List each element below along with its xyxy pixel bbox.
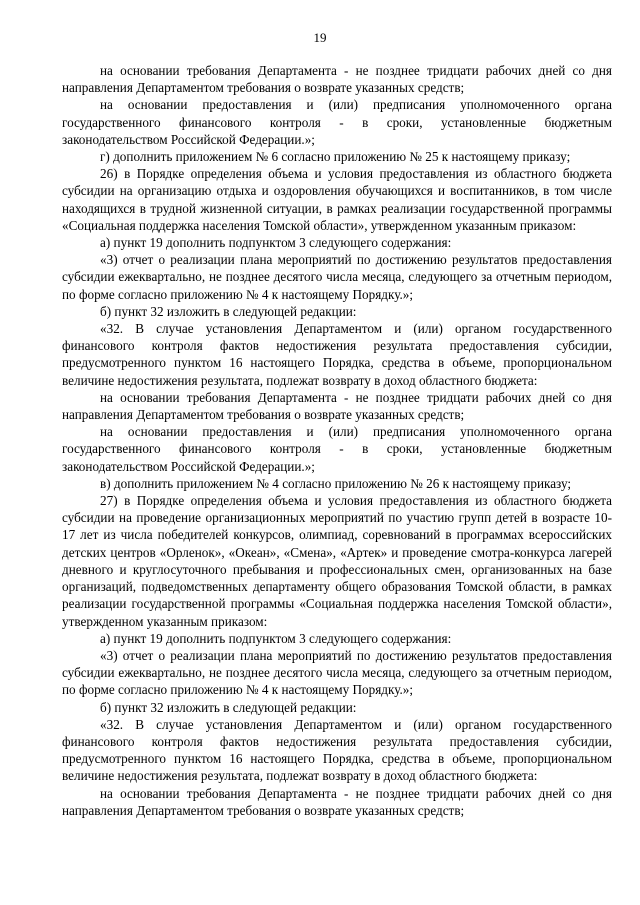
page-number: 19 [313,30,327,45]
paragraph-12: 27) в Порядке определения объема и условия предоставления из областного бюджета субсидии на проведение организационных мероприятий по участию групп детей в возрасте 10-17 лет из числа победителей конкурсов, олимпиад, соревнований в программах всероссийских детских центров «Орленок», «Океан», «Смена», «Артек» и проведение смотра-конкурса лагерей дневного и круглосуточного пребывания и профессиональных смен, организованных на базе организаций, подведомственных департаменту общего образования Томской области, в рамках реализации государственной программы «Социальная поддержка населения Томской области», утвержденном указанным приказом: [62,493,612,629]
paragraph-16: «32. В случае установления Департаментом и (или) органом государственного финансового контроля фактов недостижения результата предоставления субсидии, предусмотренного пунктом 16 настоящего Порядка, средства в объеме, пропорциональном величине недостижения результата, подлежат возврату в доход областного бюджета: [62,716,612,784]
paragraph-9: на основании требования Департамента - не позднее тридцати рабочих дней со дня направления Департаментом требования о возврате указанных средств; [62,389,612,423]
paragraph-13: а) пункт 19 дополнить подпунктом 3 следующего содержания: [100,630,452,646]
paragraph-17: на основании требования Департамента - не позднее тридцати рабочих дней со дня направления Департаментом требования о возврате указанных средств; [62,785,612,818]
paragraph-6: «3) отчет о реализации плана мероприятий по достижению результатов предоставления субсидии ежеквартально, не позднее десятого числа месяца, следующего за отчетным периодом, по форме согласно приложению № 4 к настоящему Порядку.»; [62,252,612,302]
paragraph-14: «3) отчет о реализации плана мероприятий по достижению результатов предоставления субсидии ежеквартально, не позднее десятого числа месяца, следующего за отчетным периодом, по форме согласно приложению № 4 к настоящему Порядку.»; [62,647,612,698]
paragraph-1: на основании требования Департамента - не позднее тридцати рабочих дней со дня направления Департаментом требования о возврате указанных средств; [62,63,612,96]
paragraph-8: «32. В случае установления Департаментом и (или) органом государственного финансового контроля фактов недостижения результата предоставления субсидии, предусмотренного пунктом 16 настоящего Порядка, средства в объеме, пропорциональном величине недостижения результата, подлежат возврату в доход областного бюджета: [62,321,612,388]
paragraph-11: в) дополнить приложением № 4 согласно приложению № 26 к настоящему приказу; [100,475,572,491]
paragraph-4: 26) в Порядке определения объема и условия предоставления из областного бюджета субсидии на организацию отдыха и оздоровления обучающихся и воспитанников, в том числе находящихся в трудной жизненной ситуации, в рамках реализации государственной программы «Социальная поддержка населения Томской области», утвержденном указанным приказом: [62,166,612,233]
paragraph-3: г) дополнить приложением № 6 согласно приложению № 25 к настоящему приказу; [100,149,571,165]
paragraph-15: б) пункт 32 изложить в следующей редакции: [100,699,357,715]
paragraph-5: а) пункт 19 дополнить подпунктом 3 следующего содержания: [100,235,452,251]
paragraph-2: на основании предоставления и (или) предписания уполномоченного органа государственного финансового контроля - в сроки, установленные бюджетным законодательством Российской Федерации.»; [62,97,612,147]
document-body [62,62,612,819]
paragraph-7: б) пункт 32 изложить в следующей редакции: [100,303,357,319]
paragraph-10: на основании предоставления и (или) предписания уполномоченного органа государственного финансового контроля - в сроки, установленные бюджетным законодательством Российской Федерации.»; [62,424,612,474]
